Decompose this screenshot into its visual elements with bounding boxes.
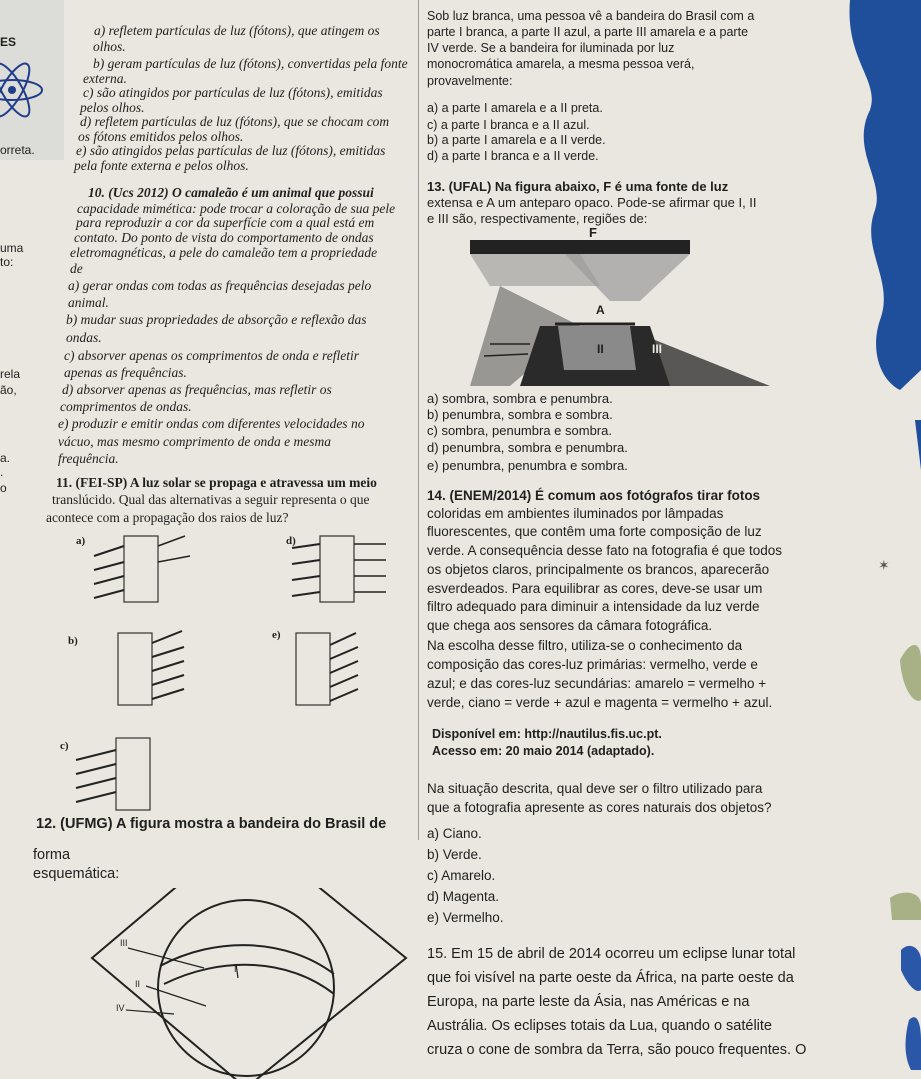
- margin-fragment: o: [0, 481, 7, 495]
- q11-figure-e: [290, 625, 410, 715]
- q11-figure-c: [70, 730, 190, 820]
- q10-stem: eletromagnéticas, a pele do camaleão tem a propriedade: [70, 245, 378, 260]
- q9-option-line: externa.: [83, 71, 127, 86]
- q10-stem: para reproduzir a cor da superfície com a qual está em: [76, 215, 375, 230]
- q10-option-line: vácuo, mas mesmo comprimento de onda e mesma: [58, 434, 331, 449]
- q10-option-line: d) absorver apenas as frequências, mas refletir os: [62, 382, 332, 397]
- q15-stem: Europa, na parte leste da Ásia, nas Américas e na: [427, 994, 750, 1010]
- q12-continued-line: provavelmente:: [427, 74, 513, 88]
- q14-stem: que chega aos sensores da câmara fotográfica.: [427, 618, 713, 633]
- q12-continued-line: IV verde. Se a bandeira for iluminada por luz: [427, 41, 675, 55]
- q10-option-line: e) produzir e emitir ondas com diferentes velocidades no: [58, 416, 365, 431]
- q10-option-line: frequência.: [58, 451, 119, 466]
- q11-stem: 11. (FEI-SP) A luz solar se propaga e atravessa um meio: [56, 475, 377, 490]
- q11-stem: translúcido. Qual das alternativas a seguir representa o que: [52, 492, 370, 507]
- q13-stem: e III são, respectivamente, regiões de:: [427, 211, 648, 226]
- q12-continued-line: Sob luz branca, uma pessoa vê a bandeira do Brasil com a: [427, 9, 755, 23]
- q11-figure-label: d): [286, 535, 296, 547]
- q15-stem: cruza o cone de sombra da Terra, são pouco frequentes. O: [427, 1042, 807, 1058]
- q14-option: e) Vermelho.: [427, 910, 504, 925]
- q9-option-line: c) são atingidos por partículas de luz (fótons), emitidas: [83, 85, 383, 100]
- q14-stem: fluorescentes, que contêm uma forte composição de luz: [427, 524, 762, 539]
- q12-continued-line: parte I branca, a parte II azul, a parte III amarela e a parte: [427, 25, 749, 39]
- atom-icon: [0, 50, 50, 130]
- q9-option-line: a) refletem partículas de luz (fótons), que atingem os: [94, 23, 380, 38]
- q13-stem: 13. (UFAL) Na figura abaixo, F é uma fonte de luz: [427, 179, 729, 194]
- q9-option-line: e) são atingidos pelas partículas de luz (fótons), emitidas: [76, 143, 386, 158]
- q10-option-line: c) absorver apenas os comprimentos de onda e refletir: [64, 348, 359, 363]
- q12-region-label: II: [135, 979, 141, 989]
- q10-option-line: animal.: [68, 295, 109, 310]
- q14-stem: os objetos claros, principalmente os brancos, aparecerão: [427, 562, 770, 577]
- q11-figure-b: [80, 625, 200, 715]
- q13-label-F: F: [589, 225, 597, 240]
- q15-stem: que foi visível na parte oeste da África, na parte oeste da: [427, 970, 794, 986]
- q12-region-label: I: [234, 964, 237, 974]
- q12-continued-line: monocromática amarela, a mesma pessoa verá,: [427, 57, 695, 71]
- margin-header: ES: [0, 35, 17, 49]
- q10-stem: 10. (Ucs 2012) O camaleão é um animal que possui: [88, 185, 374, 200]
- q12-stem: esquemática:: [33, 866, 120, 882]
- q10-stem: de: [70, 261, 83, 276]
- q11-figure-label: e): [272, 629, 281, 641]
- q14-question: que a fotografia apresente as cores naturais dos objetos?: [427, 800, 772, 815]
- svg-text:✶: ✶: [878, 559, 890, 574]
- q13-label-II: II: [597, 342, 604, 356]
- q10-stem: capacidade mimética: pode trocar a coloração de sua pele: [77, 201, 396, 216]
- q11-figure-label: a): [76, 535, 86, 547]
- q14-option: d) Magenta.: [427, 889, 500, 904]
- q13-option: a) sombra, sombra e penumbra.: [427, 391, 613, 406]
- q13-option: c) sombra, penumbra e sombra.: [427, 423, 612, 438]
- q13-label-A: A: [596, 303, 605, 317]
- q14-access: Acesso em: 20 maio 2014 (adaptado).: [432, 744, 655, 758]
- column-divider: [418, 0, 419, 840]
- q11-stem: acontece com a propagação dos raios de luz?: [46, 510, 289, 525]
- q11-figure-label: c): [60, 740, 69, 752]
- q12-region-label: IV: [116, 1003, 125, 1013]
- q9-option-line: d) refletem partículas de luz (fótons), que se chocam com: [80, 114, 390, 129]
- q12-region-label: III: [120, 938, 128, 948]
- q12-stem: forma: [33, 847, 71, 863]
- q10-option-line: comprimentos de ondas.: [60, 399, 192, 414]
- q14-stem: filtro adequado para diminuir a intensidade da luz verde: [427, 599, 760, 614]
- q14-stem: 14. (ENEM/2014) É comum aos fotógrafos tirar fotos: [427, 488, 761, 503]
- q9-option-line: os fótons emitidos pelos olhos.: [78, 129, 244, 144]
- q13-stem: extensa e A um anteparo opaco. Pode-se afirmar que I, II: [427, 195, 757, 210]
- q15-stem: Austrália. Os eclipses totais da Lua, quando o satélite: [427, 1018, 772, 1034]
- q14-stem: esverdeados. Para equilibrar as cores, deve-se usar um: [427, 581, 763, 596]
- q14-option: c) Amarelo.: [427, 868, 496, 883]
- q12-option: c) a parte I branca e a II azul.: [427, 118, 590, 132]
- q14-stem: verde, ciano = verde + azul e magenta = vermelho + azul.: [427, 695, 773, 710]
- q13-option: d) penumbra, sombra e penumbra.: [427, 440, 628, 455]
- margin-fragment: a.: [0, 451, 11, 465]
- q14-stem: verde. A consequência desse fato na fotografia é que todos: [427, 543, 783, 558]
- decorative-blue-pattern: [820, 0, 921, 920]
- margin-fragment: rela: [0, 367, 21, 381]
- margin-correct-label: orreta.: [0, 143, 35, 157]
- q14-option: b) Verde.: [427, 847, 482, 862]
- margin-fragment: ão,: [0, 383, 17, 397]
- q10-option-line: a) gerar ondas com todas as frequências desejadas pelo: [68, 278, 372, 293]
- q13-label-III: III: [652, 342, 663, 356]
- q9-option-line: pela fonte externa e pelos olhos.: [74, 158, 249, 173]
- margin-fragment: .: [0, 465, 4, 479]
- q14-stem: azul; e das cores-luz secundárias: amarelo = vermelho +: [427, 676, 767, 691]
- q11-figure-d: [290, 530, 400, 610]
- q13-option: b) penumbra, sombra e sombra.: [427, 407, 613, 422]
- q11-figure-label: b): [68, 635, 78, 647]
- q14-stem: Na escolha desse filtro, utiliza-se o conhecimento da: [427, 638, 743, 653]
- q10-option-line: ondas.: [66, 330, 102, 345]
- decorative-blue-shape: [895, 940, 921, 1070]
- q14-question: Na situação descrita, qual deve ser o filtro utilizado para: [427, 781, 763, 796]
- q12-option: a) a parte I amarela e a II preta.: [427, 101, 603, 115]
- q14-option: a) Ciano.: [427, 826, 482, 841]
- q10-stem: contato. Do ponto de vista do comportamento de ondas: [74, 230, 374, 245]
- q14-stem: composição das cores-luz primárias: vermelho, verde e: [427, 657, 758, 672]
- margin-fragment: to:: [0, 255, 14, 269]
- q10-option-line: apenas as frequências.: [64, 365, 187, 380]
- q9-option-line: b) geram partículas de luz (fótons), convertidas pela fonte: [93, 56, 408, 71]
- q9-option-line: olhos.: [93, 39, 126, 54]
- q11-figure-a: [80, 530, 220, 610]
- q10-option-line: b) mudar suas propriedades de absorção e reflexão das: [66, 312, 367, 327]
- q12-option: b) a parte I amarela e a II verde.: [427, 133, 606, 147]
- q13-shadow-diagram: [470, 226, 770, 388]
- q15-stem: 15. Em 15 de abril de 2014 ocorreu um eclipse lunar total: [427, 946, 796, 962]
- margin-fragment: uma: [0, 241, 24, 255]
- q13-option: e) penumbra, penumbra e sombra.: [427, 458, 628, 473]
- q12-stem: 12. (UFMG) A figura mostra a bandeira do Brasil de: [36, 816, 387, 832]
- q12-option: d) a parte I branca e a II verde.: [427, 149, 599, 163]
- q14-stem: coloridas em ambientes iluminados por lâmpadas: [427, 506, 724, 521]
- q9-option-line: pelos olhos.: [80, 100, 145, 115]
- q14-source: Disponível em: http://nautilus.fis.uc.pt.: [432, 727, 662, 741]
